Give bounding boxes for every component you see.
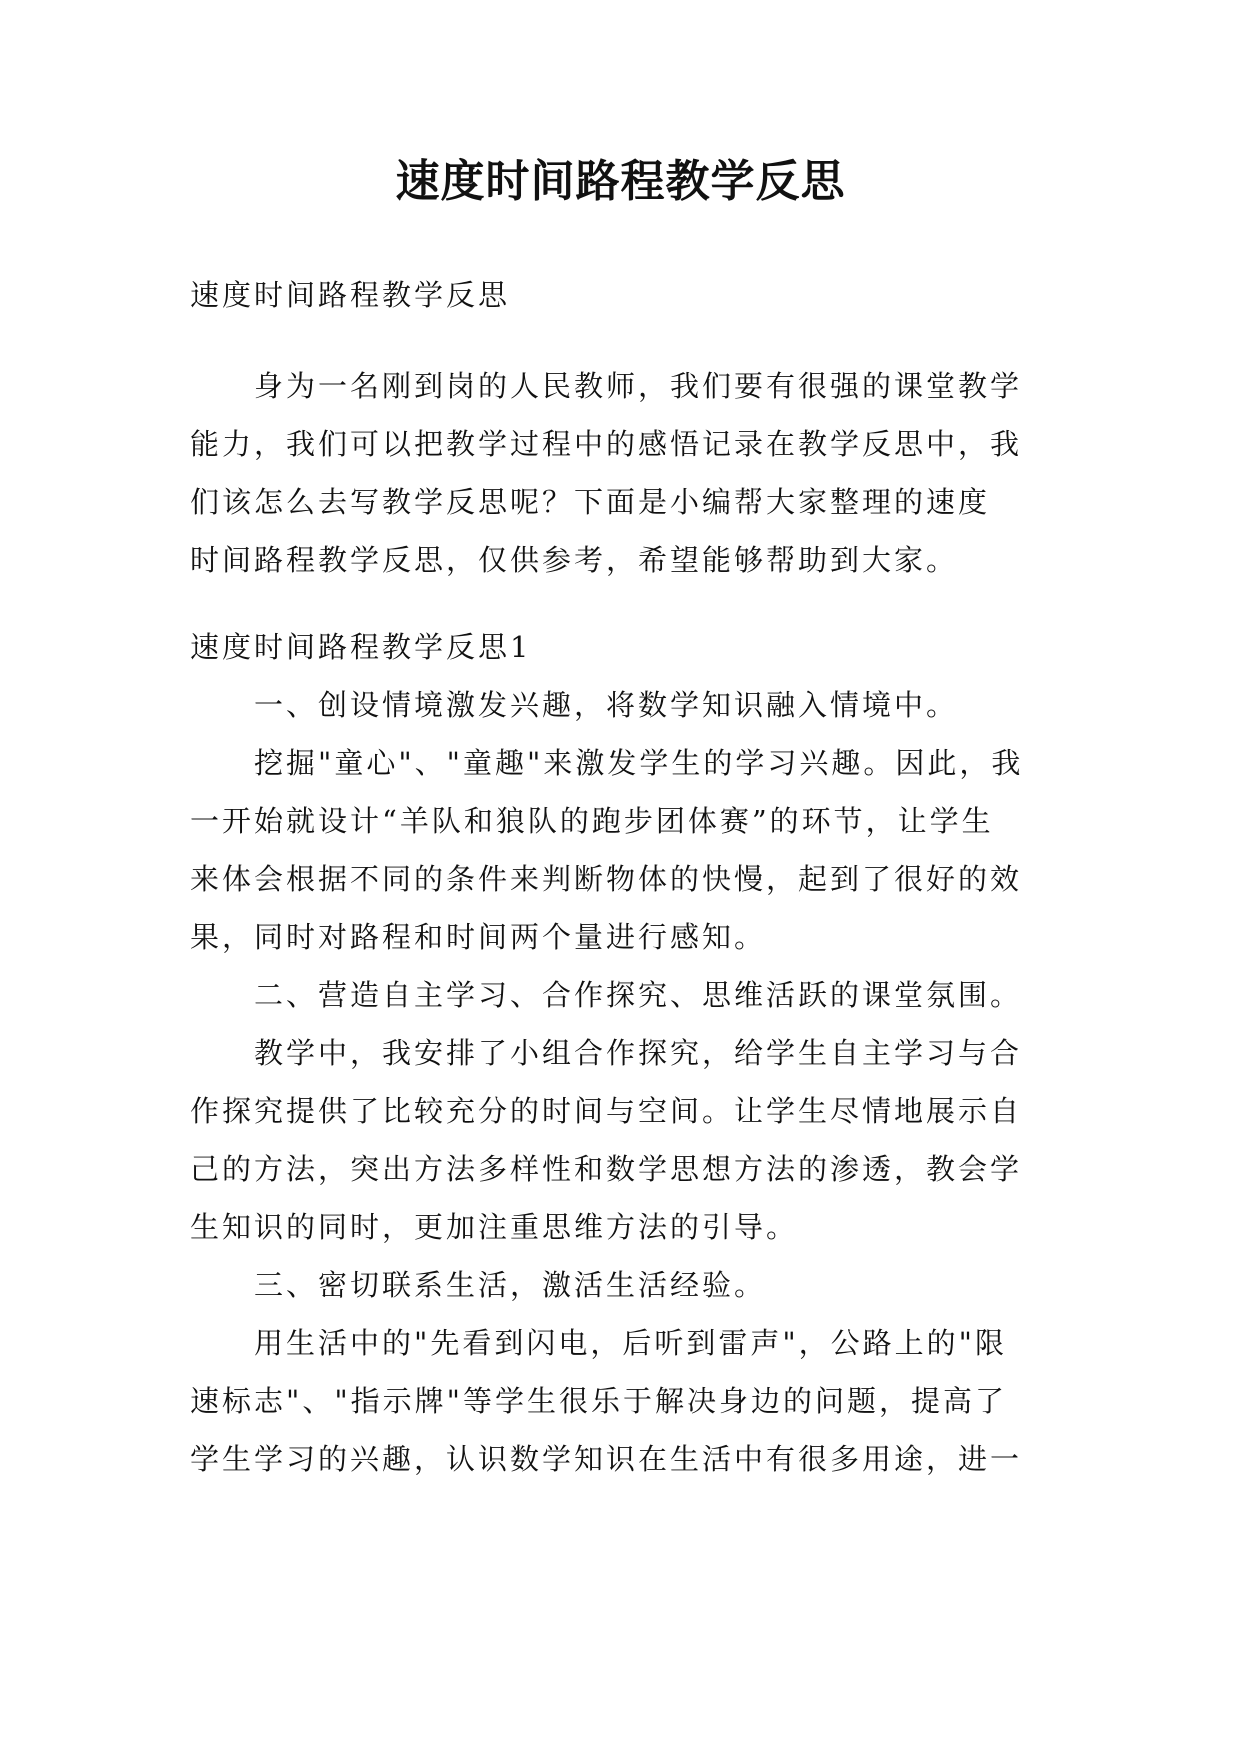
point2-line: 己的方法，突出方法多样性和数学思想方法的渗透，教会学 [190,1152,1023,1186]
document-title: 速度时间路程教学反思 [395,156,846,207]
intro-line: 身为一名刚到岗的人民教师，我们要有很强的课堂教学 [254,369,1023,403]
point3-line: 速标志"、"指示牌"等学生很乐于解决身边的问题，提高了 [190,1384,1008,1418]
intro-line: 能力，我们可以把教学过程中的感悟记录在教学反思中，我 [190,427,1023,461]
section-body [190,618,1060,1488]
point1-line: 挖掘"童心"、"童趣"来激发学生的学习兴趣。因此，我 [254,746,1024,780]
point1-heading: 一、创设情境激发兴趣，将数学知识融入情境中。 [254,688,959,722]
point3-line: 用生活中的"先看到闪电，后听到雷声"，公路上的"限 [254,1326,1008,1360]
intro-line: 时间路程教学反思，仅供参考，希望能够帮助到大家。 [190,543,959,577]
point2-line: 生知识的同时，更加注重思维方法的引导。 [190,1210,799,1244]
point2-heading: 二、营造自主学习、合作探究、思维活跃的课堂氛围。 [254,978,1023,1012]
intro-line: 们该怎么去写教学反思呢？下面是小编帮大家整理的速度 [190,485,991,519]
point3-line: 学生学习的兴趣，认识数学知识在生活中有很多用途，进一 [190,1442,1023,1476]
subtitle-text: 速度时间路程教学反思 [190,278,511,312]
point3-heading: 三、密切联系生活，激活生活经验。 [254,1268,767,1302]
document-subtitle [190,266,1060,324]
point2-line: 作探究提供了比较充分的时间与空间。让学生尽情地展示自 [190,1094,1023,1128]
section-heading: 速度时间路程教学反思1 [190,630,532,664]
point1-line: 来体会根据不同的条件来判断物体的快慢，起到了很好的效 [190,862,1023,896]
point1-line: 一开始就设计“羊队和狼队的跑步团体赛”的环节，让学生 [190,804,994,838]
intro-paragraph [190,357,1060,589]
point1-line: 果，同时对路程和时间两个量进行感知。 [190,920,767,954]
point2-line: 教学中，我安排了小组合作探究，给学生自主学习与合 [254,1036,1023,1070]
